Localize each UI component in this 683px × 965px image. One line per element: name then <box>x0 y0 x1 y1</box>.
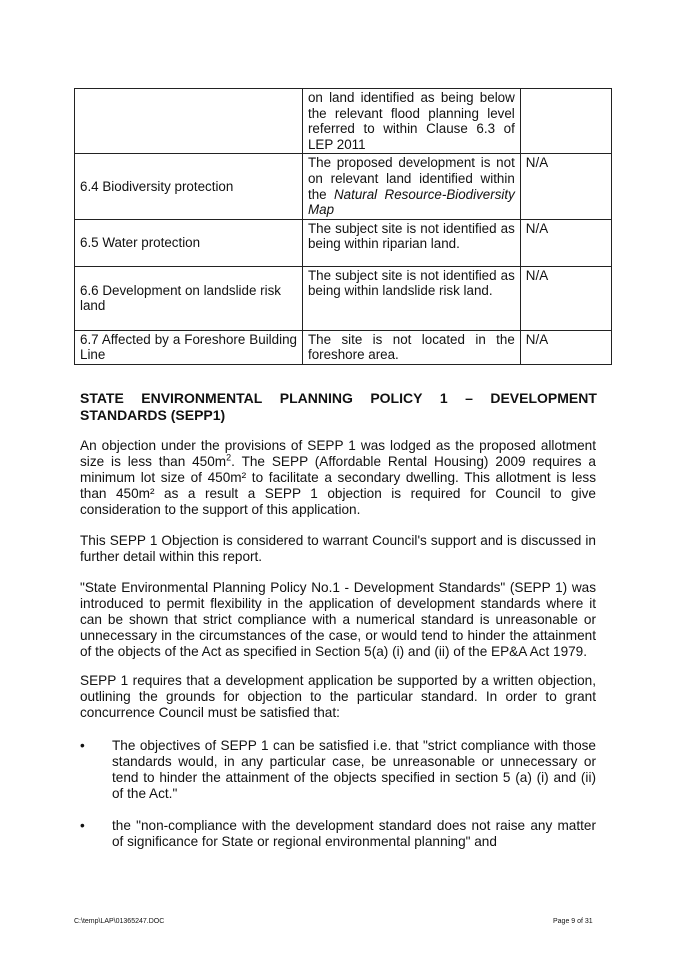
compliance-table <box>74 88 612 365</box>
superscript: 2 <box>226 452 232 463</box>
clause-cell <box>75 89 303 154</box>
paragraph-2: This SEPP 1 Objection is considered to warrant Council's support and is discussed in further detail within this report. <box>80 533 596 564</box>
table-row <box>75 89 612 154</box>
complies-cell <box>520 89 611 154</box>
clause-cell: 6.5 Water protection <box>75 219 303 266</box>
paragraph-3: "State Environmental Planning Policy No.1 - Development Standards" (SEPP 1) was introduced to permit flexibility in the application of development standards where it can be shown that strict compliance with a numerical standard is unreasonable or unnecessary in the circumstances of the case, or would tend to hinder the attainment of the objects of the Act as specified in Section 5(a) (i) and (ii) of the EP&A Act 1979. <box>80 580 596 659</box>
paragraph-text: An objection under the provisions of SEPP 1 was lodged as the proposed allotment size is less than 450m <box>80 438 596 469</box>
complies-cell: N/A <box>520 330 611 364</box>
comment-cell <box>302 154 520 219</box>
clause-cell <box>75 266 303 330</box>
comment-cell: The subject site is not identified as being within riparian land. <box>302 219 520 266</box>
heading-word: PLANNING <box>279 390 353 406</box>
clause-cell: 6.7 Affected by a Foreshore Building Line <box>75 330 303 364</box>
comment-text: The proposed development is not on relevant land identified within the <box>307 155 515 202</box>
footer-file-path: C:\temp\LAP\01365247.DOC <box>74 918 165 925</box>
clause-cell: 6.4 Biodiversity protection <box>75 154 303 219</box>
paragraph-4: SEPP 1 requires that a development application be supported by a written objection, outlining the grounds for objection to the particular standard. In order to grant concurrence Council must be satisfied that: <box>80 673 596 720</box>
paragraph-text: . The SEPP (Affordable Rental Housing) 2009 requires a minimum lot size of 450m² to facilitate a secondary dwelling. This allotment is less than 450m² as a result a SEPP 1 objection is required for Council to give consideration to the support of this application. <box>80 454 596 517</box>
heading-word: ENVIRONMENTAL <box>141 390 263 406</box>
table-row <box>75 219 612 266</box>
table-row <box>75 154 612 219</box>
bullet-icon: • <box>80 818 85 833</box>
bullet-icon: • <box>80 738 85 753</box>
footer-page-number: Page 9 of 31 <box>553 918 593 925</box>
complies-cell: N/A <box>520 219 611 266</box>
bullet-text: the "non-compliance with the development standard does not raise any matter of significance for State or regional environmental planning" and <box>112 818 596 849</box>
bullet-item <box>80 818 596 850</box>
bullet-item <box>80 738 596 802</box>
heading-word: – <box>465 390 473 406</box>
map-name: Natural Resource-Biodiversity Map <box>307 186 515 218</box>
heading-word: POLICY <box>370 390 423 406</box>
comment-cell: The site is not located in the foreshore area. <box>302 330 520 364</box>
heading-line-1 <box>80 390 597 407</box>
complies-cell: N/A <box>520 266 611 330</box>
table-row <box>75 330 612 364</box>
complies-cell: N/A <box>520 154 611 219</box>
heading-line-2: STANDARDS (SEPP1) <box>80 407 226 423</box>
bullet-text: The objectives of SEPP 1 can be satisfied i.e. that "strict compliance with those standards would, in any particular case, be unreasonable or unnecessary or tend to hinder the attainment of the objects specified in section 5 (a) (i) and (ii) of the Act." <box>112 738 596 801</box>
paragraph-1 <box>80 438 596 518</box>
heading-word: DEVELOPMENT <box>490 390 597 406</box>
section-heading <box>80 390 597 424</box>
clause-text: 6.6 Development on landslide risk land <box>80 282 281 314</box>
heading-word: STATE <box>80 390 124 406</box>
heading-word: 1 <box>439 390 448 406</box>
table-row <box>75 266 612 330</box>
comment-cell: on land identified as being below the relevant flood planning level referred to within Clause 6.3 of LEP 2011 <box>302 89 520 154</box>
comment-cell: The subject site is not identified as being within landslide risk land. <box>302 266 520 330</box>
